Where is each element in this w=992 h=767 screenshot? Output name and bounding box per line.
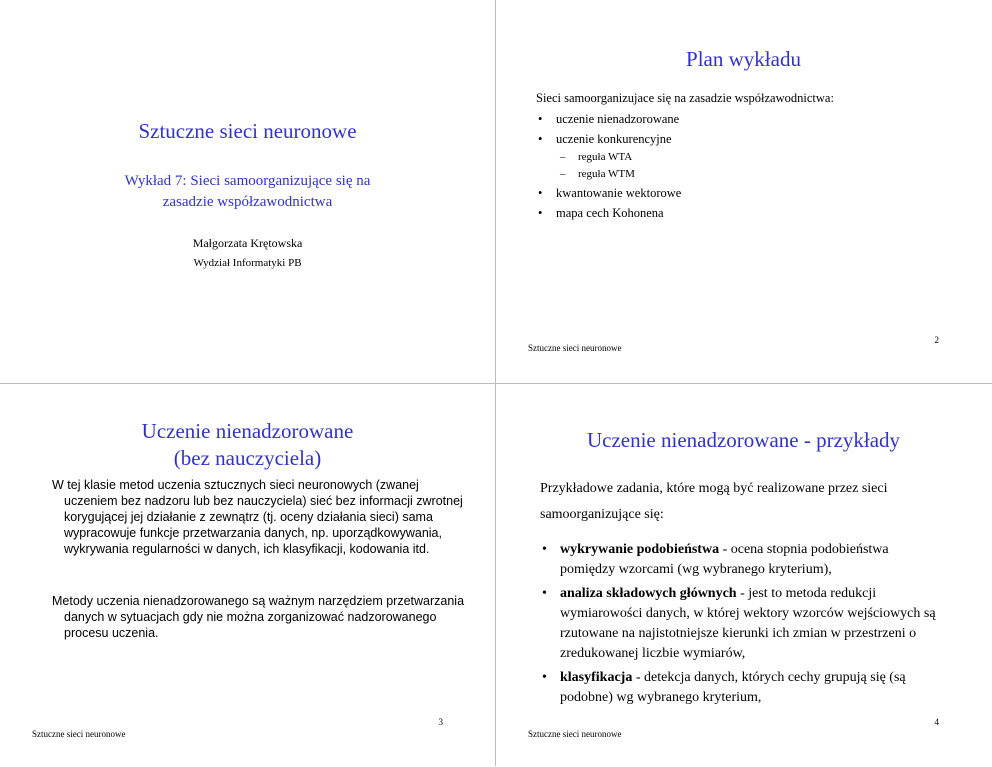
slide-footer: Sztuczne sieci neuronowe (528, 729, 622, 739)
paragraph-2: Metody uczenia nienadzorowanego są ważnym narzędziem przetwarzania danych w sytuacjach gdy nie można zorganizować nadzorowanego procesu uczenia. (52, 594, 465, 640)
page-number: 4 (934, 717, 939, 727)
sub-list-item: – reguła WTM (560, 166, 681, 183)
list-item (540, 668, 940, 708)
slide-4-intro: Przykładowe zadania, które mogą być realizowane przez sieci samoorganizujące się: (540, 481, 888, 522)
item-term: wykrywanie podobieństwa (560, 542, 720, 557)
slide-1-subtitle (0, 171, 495, 213)
list-item: • uczenie nienadzorowane (536, 109, 681, 129)
item-description: - jest to metoda redukcji wymiarowości danych, w której wektory wzorców wejściowych są rzutowane na najistotniejsze kierunki ich zmian w przestrzeni o zredukowanej liczbie wymiarów, (560, 586, 936, 661)
list-item: • mapa cech Kohonena (536, 203, 681, 223)
slide-footer: Sztuczne sieci neuronowe (32, 729, 126, 739)
slide-3-title (0, 418, 495, 472)
examples-list (540, 540, 940, 712)
page-number: 2 (934, 335, 939, 345)
item-term: analiza składowych głównych (560, 586, 737, 601)
slide-footer: Sztuczne sieci neuronowe (528, 343, 622, 353)
slide-4-title: Uczenie nienadzorowane - przykłady (586, 428, 901, 452)
list-item (540, 540, 940, 580)
list-item (540, 584, 940, 664)
sub-list (556, 149, 681, 183)
item-description: - ocena stopnia podobieństwa pomiędzy wzorcami (wg wybranego kryterium), (560, 542, 889, 577)
slide-4 (496, 384, 991, 767)
title-line-2: (bez nauczyciela) (173, 446, 322, 470)
slide-3 (0, 384, 495, 767)
slide-1 (0, 0, 495, 383)
slide-2-title: Plan wykładu (686, 47, 801, 71)
subtitle-line-2: zasadzie współzawodnictwa (162, 194, 333, 210)
outline-list (536, 109, 681, 223)
slide-1-title: Sztuczne sieci neuronowe (138, 119, 357, 143)
author-name: Małgorzata Krętowska (192, 236, 303, 250)
title-line-1: Uczenie nienadzorowane (141, 419, 354, 443)
item-description: - detekcja danych, których cechy grupują się (są podobne) wg wybranego kryterium, (560, 670, 906, 705)
item-term: klasyfikacja (560, 670, 633, 685)
paragraph-1: W tej klasie metod uczenia sztucznych sieci neuronowych (zwanej uczeniem bez nadzoru lub bez nauczyciela) sieć bez informacji zwrotnej korygującej jej działanie z zewnątrz (tj. oceny działania sieci) sama wypracowuje funkcje przetwarzania danych, np. uporządkowywania, wykrywania regularności w danych, ich klasyfikacji, kodowania itd. (52, 478, 463, 556)
slide-2 (496, 0, 991, 383)
page-number: 3 (438, 717, 443, 727)
department-name: Wydział Informatyki PB (193, 257, 302, 269)
list-item (536, 129, 681, 183)
sub-list-item: – reguła WTA (560, 149, 681, 166)
slide-2-intro: Sieci samoorganizujace się na zasadzie współzawodnictwa: (536, 91, 834, 105)
subtitle-line-1: Wykład 7: Sieci samoorganizujące się na (124, 173, 371, 189)
list-item-label: uczenie konkurencyjne (556, 132, 672, 146)
list-item: • kwantowanie wektorowe (536, 183, 681, 203)
